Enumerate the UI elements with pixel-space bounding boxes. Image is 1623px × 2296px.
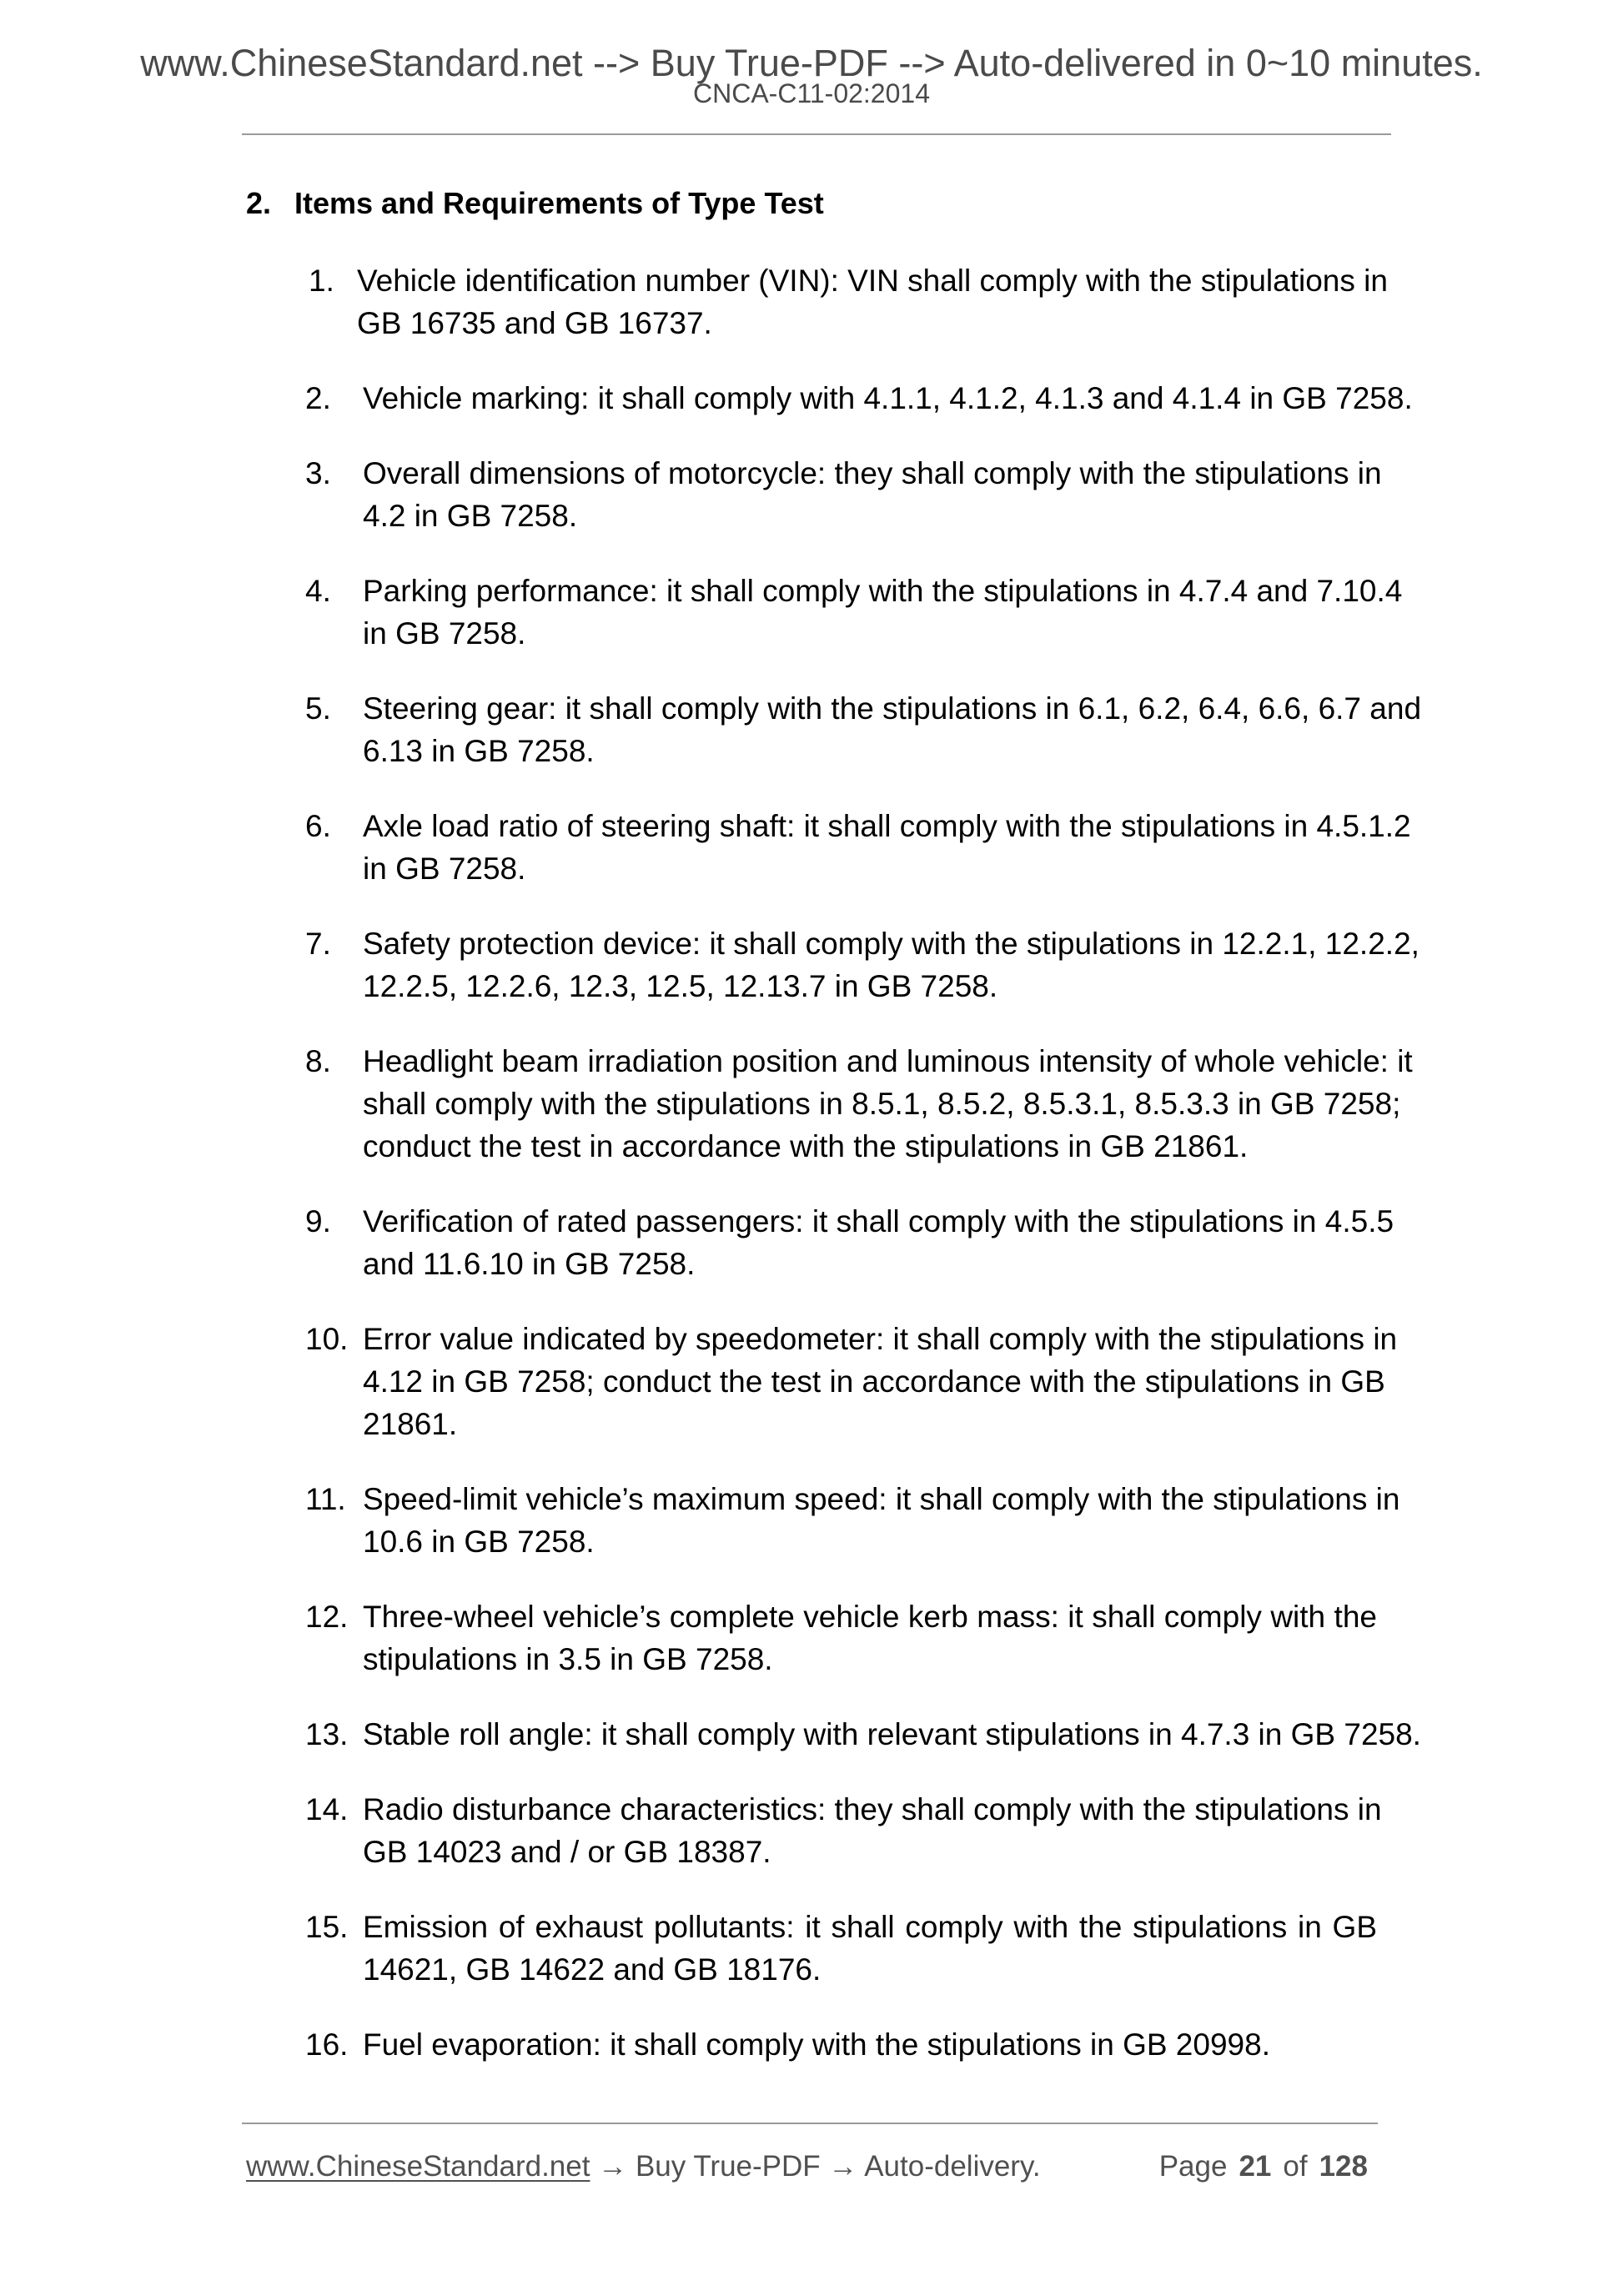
item-number: 7. — [305, 927, 331, 961]
item-line: GB 16735 and GB 16737. — [357, 306, 712, 340]
item-text — [363, 922, 1419, 1007]
item-number: 14. — [305, 1792, 349, 1826]
item-line: Safety protection device: it shall comply with the stipulations in 12.2.1, 12.2.2, — [363, 927, 1419, 961]
item-text — [363, 1200, 1394, 1285]
item-text — [363, 1713, 1421, 1756]
arrow-icon: → — [598, 2150, 628, 2183]
page-total: 128 — [1319, 2150, 1368, 2183]
arrow-icon: → — [828, 2150, 858, 2183]
item-line: Emission of exhaust pollutants: it shall comply with the stipulations in GB — [363, 1910, 1377, 1944]
item-number: 3. — [305, 456, 331, 490]
item-line: 4.12 in GB 7258; conduct the test in accordance with the stipulations in GB — [363, 1364, 1385, 1399]
list-item — [0, 1200, 1623, 1285]
item-text — [363, 570, 1403, 655]
item-line: stipulations in 3.5 in GB 7258. — [363, 1642, 773, 1676]
item-number: 2. — [305, 381, 331, 415]
page-of-label: of — [1283, 2150, 1308, 2183]
item-line: Speed-limit vehicle’s maximum speed: it shall comply with the stipulations in — [363, 1482, 1400, 1516]
item-text — [363, 805, 1411, 890]
item-text — [363, 1788, 1382, 1873]
item-line: Axle load ratio of steering shaft: it shall comply with the stipulations in 4.5.1.2 — [363, 809, 1411, 843]
page-label: Page — [1158, 2150, 1228, 2183]
document-code: CNCA-C11-02:2014 — [693, 78, 930, 108]
header-banner: www.ChineseStandard.net --> Buy True-PDF --> Auto-delivered in 0~10 minutes. — [140, 42, 1483, 84]
list-item — [0, 377, 1623, 420]
item-number: 8. — [305, 1044, 331, 1078]
item-line: in GB 7258. — [363, 616, 526, 651]
item-line: 6.13 in GB 7258. — [363, 734, 595, 768]
list-item — [0, 1040, 1623, 1168]
item-text — [363, 452, 1382, 537]
list-item — [0, 1788, 1623, 1873]
item-line: Vehicle marking: it shall comply with 4.1.1, 4.1.2, 4.1.3 and 4.1.4 in GB 7258. — [363, 381, 1413, 415]
item-line: Error value indicated by speedometer: it shall comply with the stipulations in — [363, 1322, 1398, 1356]
page-indicator — [1159, 2149, 1368, 2184]
item-number: 9. — [305, 1204, 331, 1238]
item-line: 14621, GB 14622 and GB 18176. — [363, 1952, 822, 1987]
item-line: Radio disturbance characteristics: they shall comply with the stipulations in — [363, 1792, 1382, 1826]
item-line: shall comply with the stipulations in 8.5.1, 8.5.2, 8.5.3.1, 8.5.3.3 in GB 7258; — [363, 1087, 1401, 1121]
list-item — [0, 805, 1623, 890]
item-line: 10.6 in GB 7258. — [363, 1525, 595, 1559]
requirements-list — [0, 259, 1623, 2098]
item-text — [363, 687, 1422, 772]
item-number: 1. — [309, 264, 334, 298]
item-text — [363, 1318, 1398, 1445]
footer-delivery-text: Auto-delivery. — [864, 2150, 1041, 2183]
list-item — [0, 687, 1623, 772]
item-number: 6. — [305, 809, 331, 843]
list-item — [0, 922, 1623, 1007]
list-item — [0, 1318, 1623, 1445]
item-line: 4.2 in GB 7258. — [363, 499, 578, 533]
list-item — [0, 2023, 1623, 2066]
item-line: Parking performance: it shall comply with the stipulations in 4.7.4 and 7.10.4 — [363, 574, 1403, 608]
item-line: 21861. — [363, 1407, 458, 1441]
header-divider — [242, 133, 1391, 135]
item-number: 15. — [305, 1910, 349, 1944]
page-footer — [246, 2149, 1368, 2184]
list-item — [0, 259, 1623, 344]
footer-divider — [242, 2123, 1378, 2124]
item-text — [363, 1595, 1377, 1681]
item-number: 16. — [305, 2027, 349, 2062]
item-line: 12.2.5, 12.2.6, 12.3, 12.5, 12.13.7 in GB 7258. — [363, 969, 998, 1003]
item-text — [357, 259, 1388, 344]
item-line: GB 14023 and / or GB 18387. — [363, 1835, 771, 1869]
item-line: in GB 7258. — [363, 852, 526, 886]
list-item — [0, 452, 1623, 537]
item-number: 5. — [305, 691, 331, 726]
item-line: and 11.6.10 in GB 7258. — [363, 1247, 696, 1281]
chinesestandard-link[interactable]: www.ChineseStandard.net — [246, 2150, 590, 2183]
item-text — [363, 1478, 1400, 1563]
item-line: Overall dimensions of motorcycle: they shall comply with the stipulations in — [363, 456, 1382, 490]
list-item — [0, 1478, 1623, 1563]
item-text — [363, 2023, 1377, 2066]
item-number: 10. — [305, 1322, 349, 1356]
item-line: Fuel evaporation: it shall comply with the stipulations in GB 20998. — [363, 2027, 1270, 2062]
item-number: 12. — [305, 1600, 349, 1634]
list-item — [0, 1595, 1623, 1681]
item-line: Steering gear: it shall comply with the stipulations in 6.1, 6.2, 6.4, 6.6, 6.7 and — [363, 691, 1422, 726]
item-line: conduct the test in accordance with the stipulations in GB 21861. — [363, 1129, 1249, 1163]
section-heading — [246, 185, 824, 222]
item-line: Verification of rated passengers: it shall comply with the stipulations in 4.5.5 — [363, 1204, 1394, 1238]
item-line: Three-wheel vehicle’s complete vehicle kerb mass: it shall comply with the — [363, 1600, 1377, 1634]
section-number: 2. — [246, 186, 272, 220]
item-line: Headlight beam irradiation position and luminous intensity of whole vehicle: it — [363, 1044, 1413, 1078]
item-number: 11. — [305, 1482, 346, 1516]
footer-buy-text: Buy True-PDF — [635, 2150, 821, 2183]
item-text — [363, 1040, 1413, 1168]
list-item — [0, 1713, 1623, 1756]
item-number: 4. — [305, 574, 331, 608]
section-title: Items and Requirements of Type Test — [294, 186, 824, 220]
list-item — [0, 1906, 1623, 1991]
list-item — [0, 570, 1623, 655]
item-text — [363, 1906, 1377, 1991]
page-current: 21 — [1239, 2150, 1272, 2183]
item-text — [363, 377, 1413, 420]
item-line: Vehicle identification number (VIN): VIN shall comply with the stipulations in — [357, 264, 1388, 298]
item-number: 13. — [305, 1717, 349, 1751]
item-line: Stable roll angle: it shall comply with relevant stipulations in 4.7.3 in GB 7258. — [363, 1717, 1421, 1751]
